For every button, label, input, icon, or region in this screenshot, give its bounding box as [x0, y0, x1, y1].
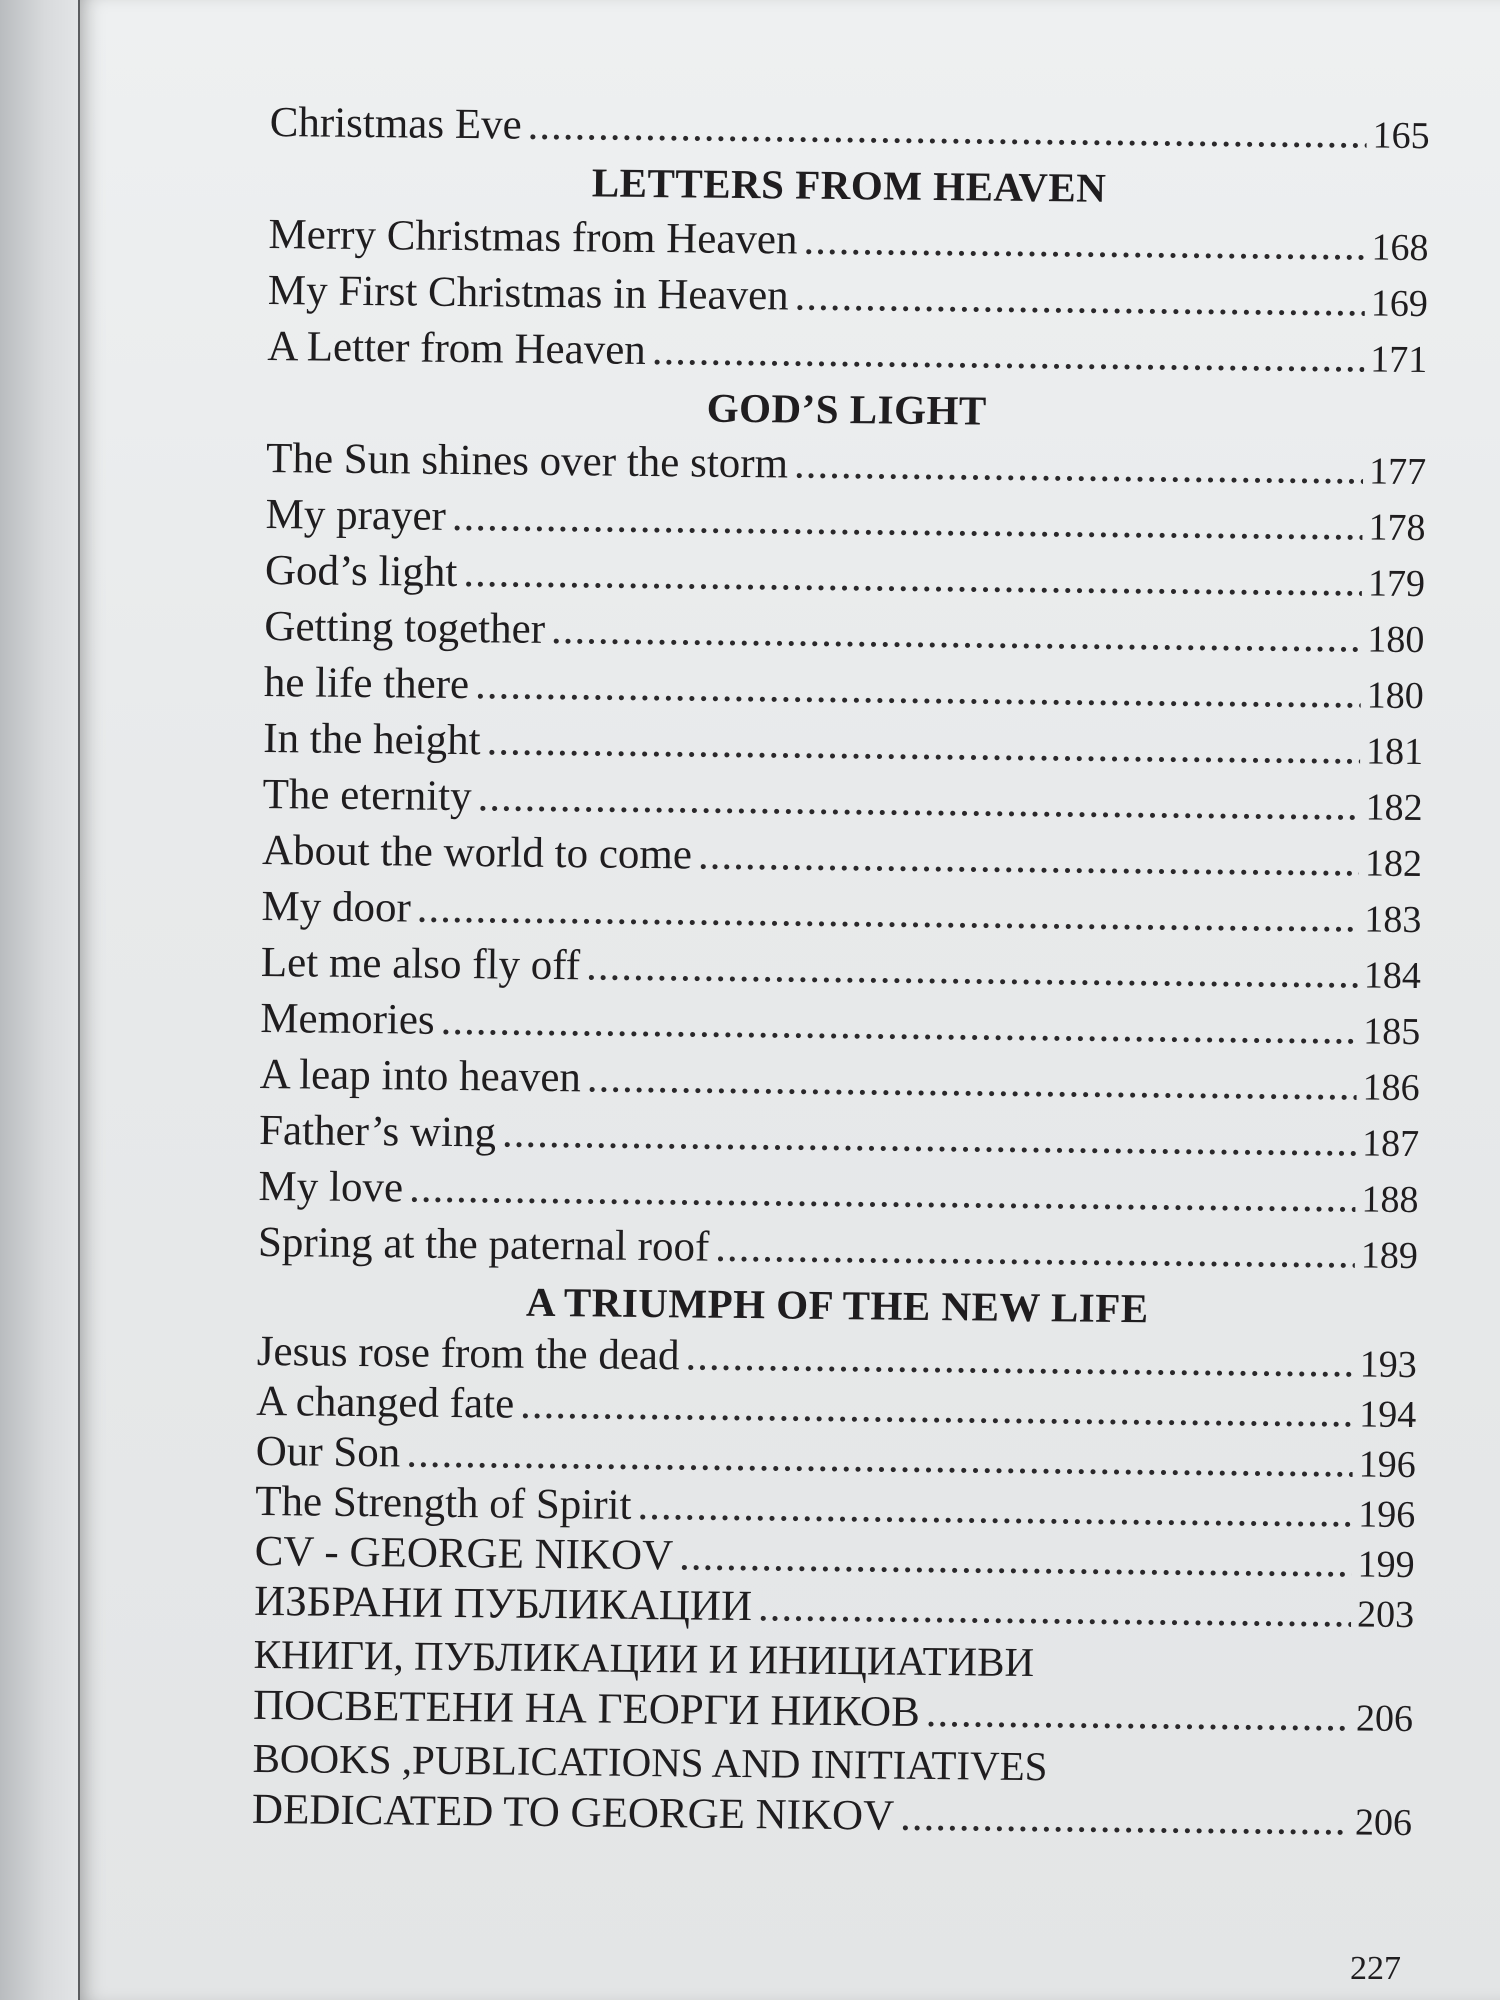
dot-leader — [477, 769, 1360, 834]
dot-leader — [926, 1688, 1351, 1742]
entry-title: The eternity — [262, 770, 472, 821]
entry-title: In the height — [263, 714, 481, 765]
dot-leader — [637, 1481, 1352, 1538]
book-gutter — [0, 0, 82, 2000]
entry-page: 194 — [1359, 1393, 1417, 1437]
entry-title: My love — [258, 1162, 404, 1212]
entry-title: The Sun shines over the storm — [265, 434, 789, 488]
entry-page: 177 — [1368, 450, 1427, 494]
entry-page: 184 — [1363, 954, 1422, 998]
entry-title: My prayer — [265, 490, 447, 540]
dot-leader — [520, 1380, 1354, 1439]
entry-page: 181 — [1365, 730, 1424, 774]
section-heading: GOD’S LIGHT — [706, 384, 987, 434]
entry-title: Jesus rose from the dead — [256, 1327, 680, 1380]
dot-leader — [475, 657, 1361, 722]
page-number: 227 — [1350, 1950, 1401, 1987]
entry-title: Let me also fly off — [260, 938, 581, 990]
entry-page: 188 — [1361, 1178, 1419, 1222]
section-heading: A TRIUMPH OF THE NEW LIFE — [525, 1278, 1149, 1332]
entry-title: CV - GEORGE NIKOV — [254, 1527, 674, 1580]
entry-title: Our Son — [255, 1427, 401, 1477]
dot-leader — [794, 437, 1364, 499]
entry-page: 189 — [1360, 1234, 1419, 1278]
book-page — [78, 0, 1500, 2000]
dot-leader — [440, 993, 1357, 1059]
entry-page: 168 — [1371, 226, 1429, 270]
entry-page: 180 — [1366, 674, 1424, 718]
entry-page: 165 — [1372, 114, 1430, 158]
dot-leader — [715, 1220, 1355, 1283]
entry-page: 206 — [1354, 1801, 1413, 1845]
dot-leader — [900, 1792, 1349, 1847]
entry-page: 180 — [1367, 618, 1425, 662]
dot-leader — [679, 1531, 1352, 1588]
entry-page: 203 — [1356, 1593, 1415, 1637]
entry-page: 185 — [1363, 1010, 1421, 1054]
dot-leader — [463, 545, 1362, 610]
entry-page: 182 — [1365, 786, 1423, 830]
table-of-contents — [252, 95, 1430, 1847]
dot-leader — [803, 213, 1366, 275]
entry-title: The Strength of Spirit — [255, 1477, 632, 1529]
multiline-entry-line1: BOOKS ,PUBLICATIONS AND INITIATIVES — [252, 1734, 1048, 1790]
dot-leader — [486, 713, 1360, 778]
entry-title: About the world to come — [261, 826, 693, 879]
section-heading: LETTERS FROM HEAVEN — [591, 159, 1107, 211]
entry-title: God’s light — [264, 546, 458, 596]
entry-page: 187 — [1361, 1122, 1420, 1166]
dot-leader — [685, 1331, 1354, 1388]
entry-page: 171 — [1370, 338, 1428, 382]
multiline-entry-line1: КНИГИ, ПУБЛИКАЦИИ И ИНИЦИАТИВИ — [253, 1630, 1035, 1686]
entry-title: A leap into heaven — [259, 1050, 582, 1102]
entry-page: 179 — [1367, 562, 1426, 606]
entry-title: DEDICATED TO GEORGE NIKOV — [251, 1785, 895, 1840]
entry-title: Getting together — [264, 602, 546, 653]
entry-title: ИЗБРАНИ ПУБЛИКАЦИИ — [253, 1577, 753, 1631]
entry-page: 186 — [1362, 1066, 1420, 1110]
entry-title: Christmas Eve — [269, 98, 522, 149]
entry-title: My First Christmas in Heaven — [267, 266, 789, 320]
entry-title: Memories — [260, 994, 435, 1044]
entry-page: 169 — [1370, 282, 1429, 326]
entry-title: My door — [261, 882, 412, 932]
entry-title: Merry Christmas from Heaven — [268, 210, 798, 264]
entry-title: A changed fate — [256, 1377, 515, 1428]
entry-title: A Letter from Heaven — [267, 322, 647, 374]
dot-leader — [551, 602, 1362, 666]
entry-page: 183 — [1364, 898, 1422, 942]
dot-leader — [452, 489, 1363, 555]
entry-page: 193 — [1359, 1343, 1417, 1387]
dot-leader — [794, 269, 1365, 331]
entry-page: 178 — [1368, 506, 1426, 550]
entry-page: 196 — [1358, 1443, 1416, 1487]
entry-page: 206 — [1355, 1697, 1414, 1741]
entry-title: Spring at the paternal roof — [257, 1218, 710, 1271]
entry-page: 199 — [1357, 1543, 1415, 1587]
dot-leader — [652, 323, 1365, 386]
entry-title: ПОСВЕТЕНИ НА ГЕОРГИ НИКОВ — [252, 1681, 921, 1736]
entry-title: he life there — [263, 658, 470, 709]
dot-leader — [409, 1161, 1356, 1227]
dot-leader — [758, 1582, 1352, 1638]
entry-title: Father’s wing — [258, 1106, 497, 1157]
dot-leader — [502, 1105, 1357, 1170]
dot-leader — [527, 98, 1367, 163]
entry-page: 182 — [1364, 842, 1423, 886]
dot-leader — [586, 938, 1358, 1002]
dot-leader — [698, 828, 1360, 891]
dot-leader — [417, 881, 1359, 947]
entry-page: 196 — [1357, 1493, 1416, 1537]
dot-leader — [587, 1050, 1357, 1114]
